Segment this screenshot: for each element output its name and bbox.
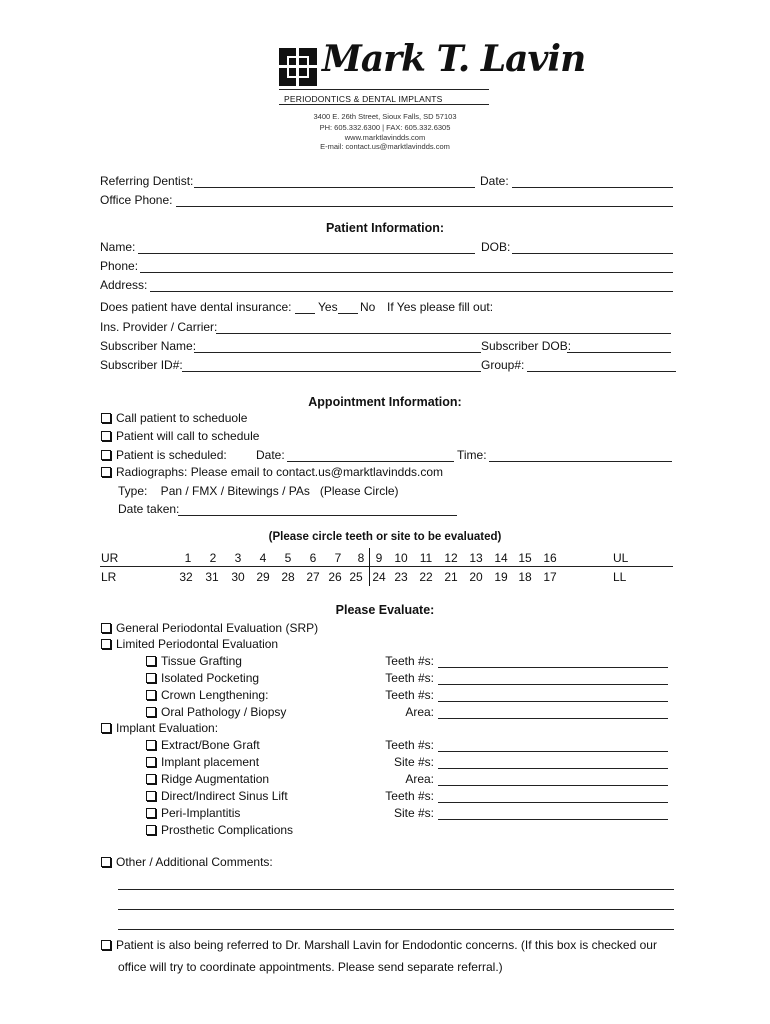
eval-subitem-label: Ridge Augmentation (161, 772, 270, 786)
eval-subitem[interactable] (146, 806, 240, 820)
eval-subitem-label: Crown Lengthening: (161, 688, 269, 702)
ul-label: UL (613, 551, 629, 565)
checkbox[interactable] (146, 656, 156, 666)
checkbox[interactable] (146, 707, 156, 717)
tooth-19[interactable]: 19 (494, 570, 508, 584)
logo-mark (279, 48, 317, 86)
ll-label: LL (613, 570, 627, 584)
appt-time-field[interactable] (489, 461, 672, 462)
eval-subitem-field-label: Area: (405, 772, 434, 786)
appt-opt-patient-call[interactable]: Patient will call to schedule (101, 429, 259, 443)
tooth-24[interactable]: 24 (372, 570, 386, 584)
eval-subitem-field[interactable] (438, 785, 668, 786)
checkbox[interactable] (101, 413, 111, 423)
radiograph-type[interactable]: Type: Pan / FMX / Bitewings / PAs (Please Circle) (118, 484, 399, 498)
checkbox[interactable] (146, 740, 156, 750)
eval-subitem[interactable] (146, 755, 259, 769)
checkbox[interactable] (146, 808, 156, 818)
referral-date-field[interactable] (512, 187, 673, 188)
checkbox[interactable] (101, 857, 111, 867)
eval-other[interactable]: Other / Additional Comments: (101, 855, 273, 869)
eval-subitem-field[interactable] (438, 768, 668, 769)
subscriber-name-field[interactable] (194, 352, 481, 353)
address-label: Address: (100, 278, 148, 292)
tooth-3[interactable]: 3 (234, 551, 242, 565)
tooth-11[interactable]: 11 (419, 551, 433, 565)
referring-dentist-field[interactable] (194, 187, 475, 188)
office-phone-label: Office Phone: (100, 193, 173, 207)
tooth-1[interactable]: 1 (184, 551, 192, 565)
eval-subitem-label: Extract/Bone Graft (161, 738, 260, 752)
tooth-6[interactable]: 6 (309, 551, 317, 565)
tooth-25[interactable]: 25 (349, 570, 363, 584)
appt-opt-scheduled[interactable]: Patient is scheduled: (101, 448, 227, 462)
checkbox[interactable] (101, 431, 111, 441)
comments-line-1[interactable] (118, 889, 674, 890)
appt-date-label: Date: (256, 448, 285, 462)
eval-subitem-field-label: Area: (405, 705, 434, 719)
checkbox[interactable] (101, 467, 111, 477)
eval-subitem[interactable] (146, 772, 269, 786)
subscriber-name-label: Subscriber Name: (100, 339, 197, 353)
office-phone-field[interactable] (176, 206, 673, 207)
subscriber-dob-field[interactable] (567, 352, 671, 353)
eval-subitem-field-label: Teeth #s: (385, 789, 434, 803)
eval-subitem-label: Isolated Pocketing (161, 671, 260, 685)
phone-field[interactable] (140, 272, 673, 273)
tooth-27[interactable]: 27 (306, 570, 320, 584)
tooth-5[interactable]: 5 (284, 551, 292, 565)
eval-subitem-field-label: Site #s: (393, 806, 434, 820)
tooth-7[interactable]: 7 (334, 551, 342, 565)
eval-subitem-field[interactable] (438, 684, 668, 685)
provider-label: Ins. Provider / Carrier: (100, 320, 218, 334)
name-label: Name: (100, 240, 136, 254)
eval-subitem-field-label: Teeth #s: (385, 671, 434, 685)
tooth-31[interactable]: 31 (205, 570, 219, 584)
checkbox[interactable] (101, 940, 111, 950)
dob-field[interactable] (512, 253, 673, 254)
appointment-title: Appointment Information: (308, 395, 462, 409)
tooth-23[interactable]: 23 (394, 570, 408, 584)
email-text: E-mail: contact.us@marktlavindds.com (320, 142, 450, 151)
appt-opt-call[interactable]: Call patient to scheduole (101, 411, 247, 425)
tooth-13[interactable]: 13 (469, 551, 483, 565)
eval-subitem[interactable] (146, 823, 293, 837)
tooth-32[interactable]: 32 (179, 570, 193, 584)
endo-referral-checkbox-line[interactable]: Patient is also being referred to Dr. Marshall Lavin for Endodontic concerns. (If this box is checked our (101, 938, 657, 952)
eval-subitem-field-label: Site #s: (393, 755, 434, 769)
date-taken-field[interactable] (178, 515, 457, 516)
tooth-9[interactable]: 9 (375, 551, 383, 565)
phone-fax-text: PH: 605.332.6300 | FAX: 605.332.6305 (319, 123, 451, 132)
eval-subitem-field[interactable] (438, 667, 668, 668)
eval-subitem-label: Oral Pathology / Biopsy (161, 705, 287, 719)
name-field[interactable] (138, 253, 475, 254)
website-text: www.marktlavindds.com (344, 133, 426, 142)
tooth-8[interactable]: 8 (357, 551, 365, 565)
eval-subitem[interactable] (146, 705, 286, 719)
subscriber-id-field[interactable] (182, 371, 481, 372)
teeth-title: (Please circle teeth or site to be evaluated) (268, 531, 502, 543)
eval-subitem-label: Tissue Grafting (161, 654, 242, 668)
tooth-12[interactable]: 12 (444, 551, 458, 565)
eval-subitem-field[interactable] (438, 718, 668, 719)
tooth-4[interactable]: 4 (259, 551, 267, 565)
checkbox[interactable] (146, 774, 156, 784)
checkbox[interactable] (146, 757, 156, 767)
tooth-15[interactable]: 15 (518, 551, 532, 565)
comments-line-3[interactable] (118, 929, 674, 930)
patient-info-title: Patient Information: (325, 221, 445, 235)
comments-line-2[interactable] (118, 909, 674, 910)
eval-subitem-field[interactable] (438, 819, 668, 820)
group-field[interactable] (527, 371, 676, 372)
eval-subitem[interactable] (146, 789, 288, 803)
tooth-30[interactable]: 30 (231, 570, 245, 584)
tooth-16[interactable]: 16 (543, 551, 557, 565)
eval-general[interactable]: General Periodontal Evaluation (SRP) (101, 621, 318, 635)
referring-dentist-label: Referring Dentist: (100, 174, 194, 188)
eval-subitem-field[interactable] (438, 751, 668, 752)
eval-subitem-field[interactable] (438, 802, 668, 803)
specialty-rule (279, 104, 489, 105)
eval-subitem-label: Direct/Indirect Sinus Lift (161, 789, 288, 803)
group-label: Group#: (481, 358, 525, 372)
tooth-26[interactable]: 26 (328, 570, 342, 584)
appt-opt-radiographs[interactable]: Radiographs: Please email to contact.us@marktlavindds.com (101, 465, 443, 479)
logo-signature: Mark T. Lavin (322, 38, 586, 80)
lr-label: LR (101, 570, 117, 584)
eval-subitem[interactable] (146, 654, 242, 668)
tooth-10[interactable]: 10 (394, 551, 408, 565)
eval-subitem[interactable] (146, 688, 268, 702)
eval-subitem-field[interactable] (438, 701, 668, 702)
subscriber-dob-label: Subscriber DOB: (481, 339, 572, 353)
eval-subitem[interactable] (146, 671, 259, 685)
checkbox[interactable] (101, 639, 111, 649)
specialty-text: PERIODONTICS & DENTAL IMPLANTS (284, 94, 443, 104)
eval-subitem[interactable] (146, 738, 260, 752)
checkbox[interactable] (101, 723, 111, 733)
tooth-20[interactable]: 20 (469, 570, 483, 584)
checkbox[interactable] (146, 825, 156, 835)
address-field[interactable] (150, 291, 673, 292)
eval-subitem-field-label: Teeth #s: (385, 688, 434, 702)
checkbox[interactable] (101, 623, 111, 633)
tooth-18[interactable]: 18 (518, 570, 532, 584)
referral-date-label: Date: (480, 174, 509, 188)
tooth-22[interactable]: 22 (419, 570, 433, 584)
provider-field[interactable] (216, 333, 671, 334)
tooth-21[interactable]: 21 (444, 570, 458, 584)
eval-subitem-label: Peri-Implantitis (161, 806, 241, 820)
insurance-yes-label: Yes (318, 300, 338, 314)
phone-label: Phone: (100, 259, 139, 273)
checkbox[interactable] (101, 450, 111, 460)
logo-rule (279, 89, 489, 90)
checkbox[interactable] (146, 673, 156, 683)
eval-implant[interactable]: Implant Evaluation: (101, 721, 218, 735)
date-taken-label: Date taken: (118, 502, 180, 516)
insurance-no-label: No (360, 300, 376, 314)
checkbox[interactable] (146, 791, 156, 801)
tooth-28[interactable]: 28 (281, 570, 295, 584)
tooth-2[interactable]: 2 (209, 551, 217, 565)
address-text: 3400 E. 26th Street, Sioux Falls, SD 57103 (313, 112, 457, 121)
tooth-14[interactable]: 14 (494, 551, 508, 565)
endo-referral-line-2: office will try to coordinate appointments. Please send separate referral.) (118, 960, 503, 974)
eval-limited[interactable]: Limited Periodontal Evaluation (101, 637, 278, 651)
eval-subitem-label: Prosthetic Complications (161, 823, 294, 837)
eval-subitem-field-label: Teeth #s: (385, 738, 434, 752)
if-yes-text: If Yes please fill out: (387, 300, 494, 314)
evaluate-title: Please Evaluate: (335, 603, 435, 617)
insurance-no-field[interactable] (338, 313, 358, 314)
eval-subitem-field-label: Teeth #s: (385, 654, 434, 668)
insurance-question: Does patient have dental insurance: (100, 300, 292, 314)
eval-subitem-label: Implant placement (161, 755, 260, 769)
subscriber-id-label: Subscriber ID#: (100, 358, 183, 372)
appt-time-label: Time: (457, 448, 487, 462)
appt-date-field[interactable] (287, 461, 454, 462)
ur-label: UR (101, 551, 119, 565)
checkbox[interactable] (146, 690, 156, 700)
insurance-yes-field[interactable] (295, 313, 315, 314)
tooth-17[interactable]: 17 (543, 570, 557, 584)
teeth-divider (100, 566, 673, 567)
tooth-29[interactable]: 29 (256, 570, 270, 584)
dob-label: DOB: (481, 240, 511, 254)
